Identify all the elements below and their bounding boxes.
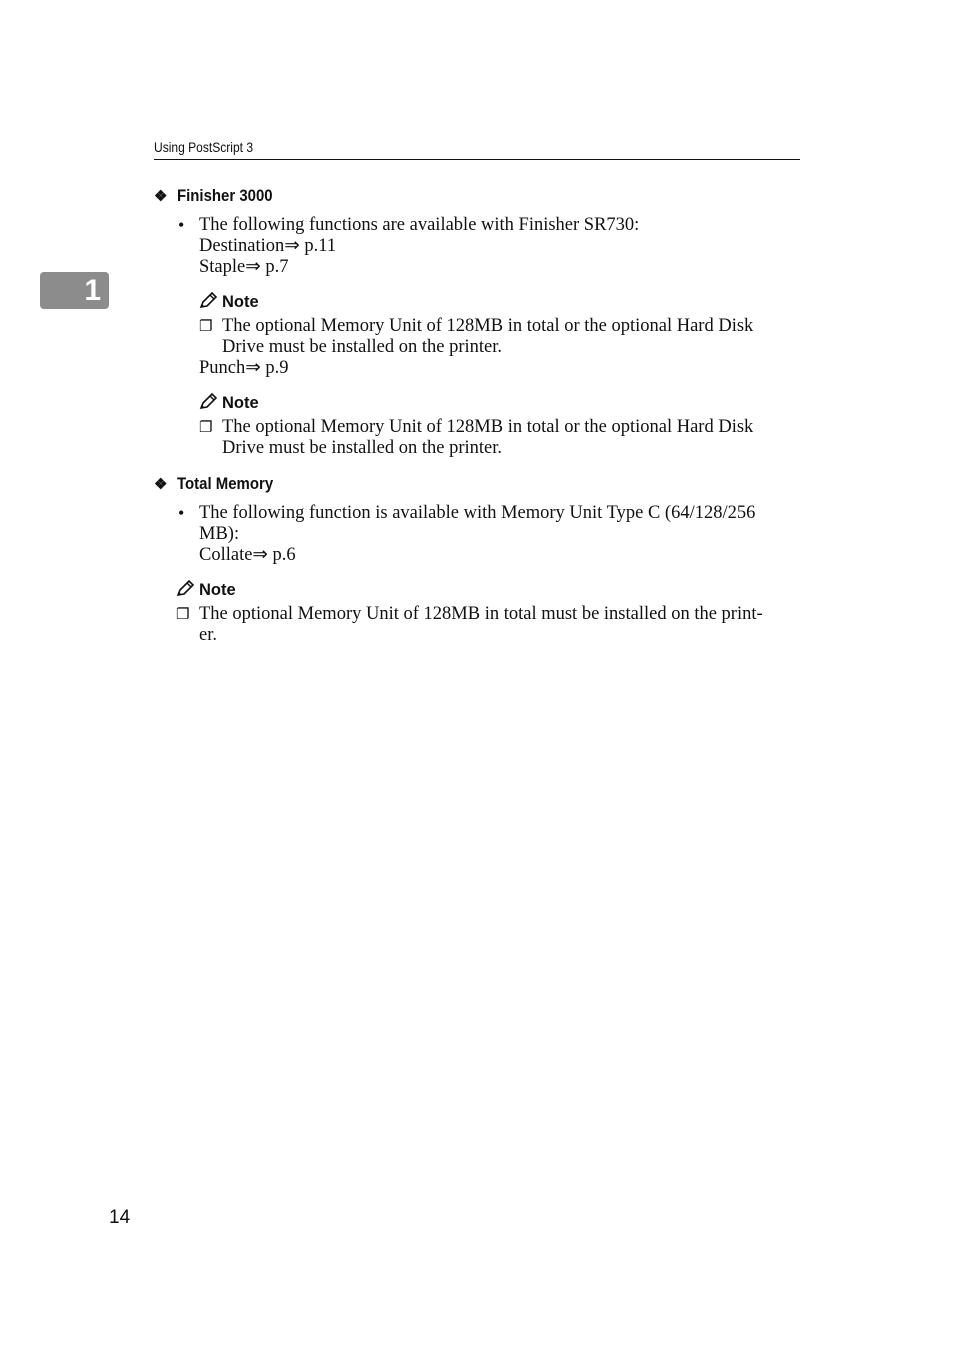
link-punch: Punch⇒ p.9 (199, 358, 289, 378)
note-title: Note (222, 394, 259, 412)
section-title: Total Memory (177, 474, 274, 493)
link-staple: Staple⇒ p.7 (199, 257, 289, 277)
note-text: The optional Memory Unit of 128MB in total or the optional Hard Disk (222, 417, 754, 437)
note-heading (199, 292, 259, 312)
page-number: 14 (109, 1207, 131, 1228)
note-text: The optional Memory Unit of 128MB in total or the optional Hard Disk (222, 316, 754, 336)
intro-text: The following function is available with Memory Unit Type C (64/128/256 (199, 503, 756, 523)
header-title: Using PostScript 3 (154, 139, 254, 155)
pencil-icon (176, 580, 195, 597)
intro-text: MB): (199, 524, 240, 544)
pencil-icon (199, 292, 218, 309)
bullet-icon: • (178, 215, 185, 235)
pencil-icon (199, 393, 218, 410)
diamond-icon: ❖ (154, 476, 168, 493)
link-destination: Destination⇒ p.11 (199, 236, 337, 256)
note-title: Note (222, 293, 259, 311)
intro-text: The following functions are available with Finisher SR730: (199, 215, 640, 235)
note-title: Note (199, 581, 236, 599)
section-heading-total-memory (154, 474, 286, 495)
note-text: Drive must be installed on the printer. (222, 337, 503, 357)
note-heading (199, 393, 259, 413)
note-text: Drive must be installed on the printer. (222, 438, 503, 458)
bullet-icon: • (178, 503, 185, 523)
checkbox-icon: ❐ (199, 317, 213, 335)
chapter-tab: 1 (40, 272, 109, 309)
note-text: er. (199, 625, 217, 645)
link-collate: Collate⇒ p.6 (199, 545, 296, 565)
section-title: Finisher 3000 (177, 186, 273, 205)
section-heading-finisher (154, 186, 286, 207)
running-header (154, 138, 800, 160)
note-text: The optional Memory Unit of 128MB in total must be installed on the print- (199, 604, 763, 624)
note-heading (176, 580, 236, 600)
checkbox-icon: ❐ (176, 605, 190, 623)
checkbox-icon: ❐ (199, 418, 213, 436)
diamond-icon: ❖ (154, 188, 168, 205)
